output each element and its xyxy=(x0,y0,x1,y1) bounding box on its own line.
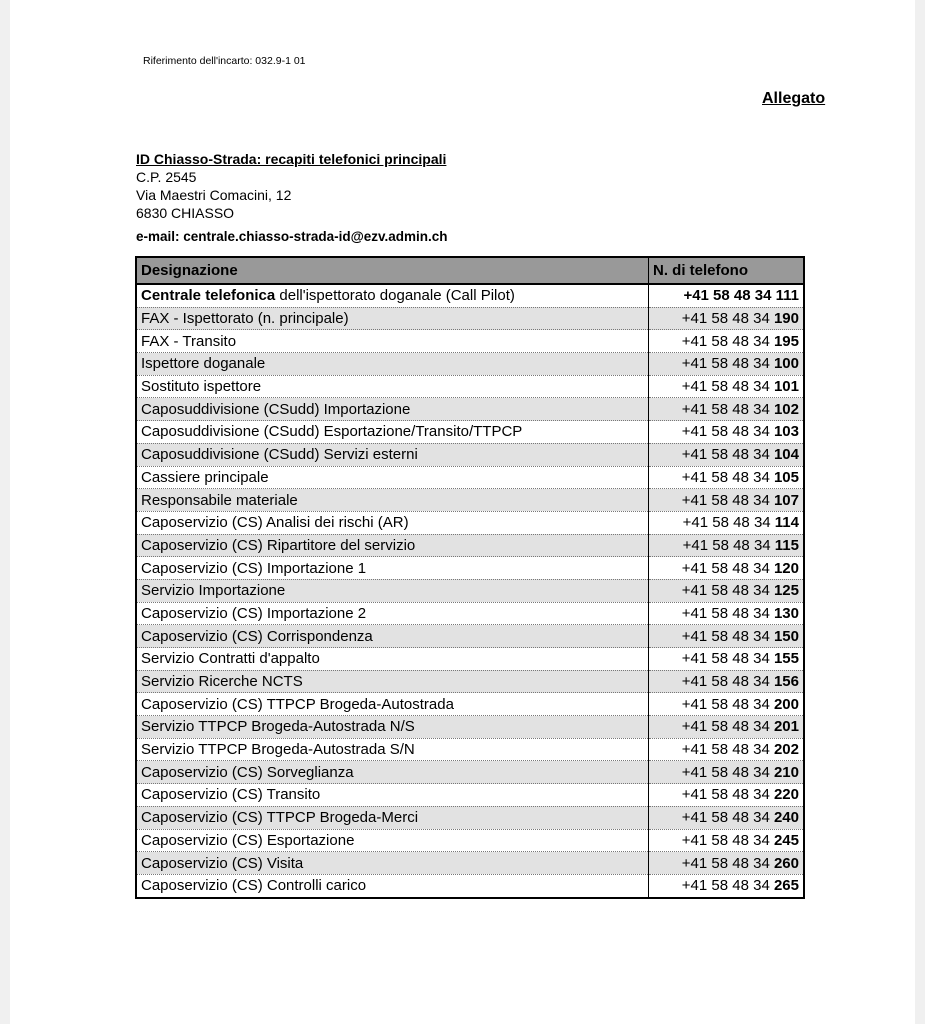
table-row xyxy=(136,466,804,489)
row-phone xyxy=(649,511,805,534)
row-designation xyxy=(136,398,649,421)
row-designation xyxy=(136,761,649,784)
row-designation-text: Caposervizio (CS) Controlli carico xyxy=(141,877,367,895)
row-designation-text: Servizio TTPCP Brogeda-Autostrada S/N xyxy=(141,741,415,759)
row-phone xyxy=(649,443,805,466)
row-designation xyxy=(136,489,649,512)
phone-extension: 115 xyxy=(774,536,799,554)
row-designation xyxy=(136,874,649,897)
row-phone xyxy=(649,806,805,829)
row-designation xyxy=(136,738,649,761)
phone-extension: 111 xyxy=(775,287,799,305)
table-row xyxy=(136,738,804,761)
row-designation-text: Caposervizio (CS) Importazione 2 xyxy=(141,604,367,622)
table-row xyxy=(136,307,804,330)
table-row xyxy=(136,330,804,353)
table-body xyxy=(136,284,804,898)
phone-prefix: +41 58 48 34 xyxy=(682,514,775,532)
table-row xyxy=(136,648,804,671)
table-row xyxy=(136,806,804,829)
phone-extension: 150 xyxy=(773,627,799,645)
phone-extension: 190 xyxy=(773,310,799,328)
phone-prefix: +41 58 48 34 xyxy=(681,332,774,350)
row-phone xyxy=(649,466,805,489)
phone-extension: 130 xyxy=(773,604,799,622)
phone-extension: 201 xyxy=(773,718,799,736)
phone-prefix: +41 58 48 34 xyxy=(681,446,774,464)
phone-extension: 120 xyxy=(773,559,799,577)
phone-extension: 114 xyxy=(774,514,799,532)
row-designation-text: Caposuddivisione (CSudd) Servizi esterni xyxy=(141,446,418,464)
row-designation xyxy=(136,716,649,739)
row-designation xyxy=(136,852,649,875)
row-phone xyxy=(649,330,805,353)
row-designation xyxy=(136,670,649,693)
table-row xyxy=(136,716,804,739)
phone-prefix: +41 58 48 34 xyxy=(681,831,774,849)
row-designation-text: Servizio Ricerche NCTS xyxy=(141,673,303,691)
row-designation-text: FAX - Ispettorato (n. principale) xyxy=(141,310,349,328)
phone-extension: 220 xyxy=(773,786,799,804)
row-designation xyxy=(136,511,649,534)
table-row xyxy=(136,602,804,625)
row-designation-lead: Centrale telefonica xyxy=(141,287,276,305)
row-phone xyxy=(649,534,805,557)
row-designation xyxy=(136,534,649,557)
row-designation xyxy=(136,806,649,829)
row-designation-text: dell'ispettorato doganale (Call Pilot) xyxy=(275,287,515,305)
table-row xyxy=(136,421,804,444)
row-designation-text: Caposervizio (CS) Importazione 1 xyxy=(141,559,367,577)
row-designation xyxy=(136,284,649,307)
row-phone xyxy=(649,761,805,784)
phone-prefix: +41 58 48 34 xyxy=(681,809,774,827)
phone-prefix: +41 58 48 34 xyxy=(681,763,774,781)
table-row xyxy=(136,761,804,784)
table-row xyxy=(136,443,804,466)
row-designation xyxy=(136,625,649,648)
table-row xyxy=(136,784,804,807)
row-designation xyxy=(136,693,649,716)
row-designation-text: Sostituto ispettore xyxy=(141,378,262,396)
phone-prefix: +41 58 48 34 xyxy=(681,378,774,396)
row-designation-text: Servizio Importazione xyxy=(141,582,286,600)
table-row xyxy=(136,557,804,580)
phone-prefix: +41 58 48 34 xyxy=(681,559,774,577)
row-designation xyxy=(136,421,649,444)
phone-prefix: +41 58 48 34 xyxy=(681,604,774,622)
row-designation-text: Cassiere principale xyxy=(141,468,269,486)
phone-prefix: +41 58 48 34 xyxy=(681,310,774,328)
row-phone xyxy=(649,625,805,648)
file-reference: Riferimento dell'incarto: 032.9-1 01 xyxy=(143,55,306,67)
row-designation-text: Caposervizio (CS) Visita xyxy=(141,854,304,872)
phone-prefix: +41 58 48 34 xyxy=(681,695,774,713)
row-designation-text: Caposervizio (CS) Analisi dei rischi (AR) xyxy=(141,514,409,532)
phone-extension: 210 xyxy=(773,763,799,781)
phone-extension: 100 xyxy=(773,355,799,373)
table-row xyxy=(136,579,804,602)
row-designation xyxy=(136,557,649,580)
phone-prefix: +41 58 48 34 xyxy=(681,423,774,441)
phone-prefix: +41 58 48 34 xyxy=(682,536,775,554)
row-designation-text: Caposervizio (CS) TTPCP Brogeda-Autostrada xyxy=(141,695,454,713)
phone-prefix: +41 58 48 34 xyxy=(681,468,774,486)
row-designation-text: Responsabile materiale xyxy=(141,491,298,509)
table-row xyxy=(136,874,804,897)
phone-extension: 155 xyxy=(773,650,799,668)
table-row xyxy=(136,284,804,307)
table-row xyxy=(136,670,804,693)
row-designation-text: Caposuddivisione (CSudd) Esportazione/Transito/TTPCP xyxy=(141,423,523,441)
row-designation-text: Caposuddivisione (CSudd) Importazione xyxy=(141,400,411,418)
table-row xyxy=(136,489,804,512)
table-row xyxy=(136,398,804,421)
table-row xyxy=(136,852,804,875)
phone-prefix: +41 58 48 34 xyxy=(681,400,774,418)
phone-extension: 107 xyxy=(773,491,799,509)
phone-prefix: +41 58 48 34 xyxy=(681,627,774,645)
row-phone xyxy=(649,284,805,307)
row-designation xyxy=(136,307,649,330)
phone-extension: 125 xyxy=(773,582,799,600)
row-designation-text: Caposervizio (CS) Esportazione xyxy=(141,831,355,849)
row-designation-text: Servizio TTPCP Brogeda-Autostrada N/S xyxy=(141,718,415,736)
table-row xyxy=(136,625,804,648)
row-phone xyxy=(649,716,805,739)
document-page xyxy=(10,0,915,1024)
phone-prefix: +41 58 48 34 xyxy=(681,355,774,373)
table-row xyxy=(136,829,804,852)
phone-extension: 260 xyxy=(773,854,799,872)
row-designation-text: Caposervizio (CS) Sorveglianza xyxy=(141,763,354,781)
row-designation xyxy=(136,648,649,671)
phone-prefix: +41 58 48 34 xyxy=(681,854,774,872)
table-row xyxy=(136,353,804,376)
street-address: Via Maestri Comacini, 12 xyxy=(136,187,292,203)
phone-extension: 200 xyxy=(773,695,799,713)
phone-prefix: +41 58 48 34 xyxy=(681,582,774,600)
phone-extension: 102 xyxy=(773,400,799,418)
row-designation xyxy=(136,466,649,489)
phone-extension: 101 xyxy=(773,378,799,396)
table-row xyxy=(136,511,804,534)
annex-heading: Allegato xyxy=(762,90,826,107)
row-designation xyxy=(136,353,649,376)
row-designation-text: Caposervizio (CS) Ripartitore del servizio xyxy=(141,536,416,554)
row-designation-text: Ispettore doganale xyxy=(141,355,266,373)
phone-prefix: +41 58 48 34 xyxy=(681,786,774,804)
row-phone xyxy=(649,398,805,421)
row-phone xyxy=(649,353,805,376)
row-designation xyxy=(136,602,649,625)
phone-extension: 195 xyxy=(773,332,799,350)
row-phone xyxy=(649,648,805,671)
phone-extension: 104 xyxy=(773,446,799,464)
row-phone xyxy=(649,421,805,444)
table-header-row xyxy=(136,257,804,284)
row-phone xyxy=(649,579,805,602)
email-line: e-mail: centrale.chiasso-strada-id@ezv.admin.ch xyxy=(136,229,448,244)
po-box: C.P. 2545 xyxy=(136,169,197,185)
row-designation xyxy=(136,829,649,852)
row-phone xyxy=(649,489,805,512)
row-phone xyxy=(649,602,805,625)
phone-extension: 245 xyxy=(773,831,799,849)
table-row xyxy=(136,534,804,557)
row-designation xyxy=(136,784,649,807)
phone-prefix: +41 58 48 34 xyxy=(683,287,772,305)
office-title: ID Chiasso-Strada: recapiti telefonici principali xyxy=(136,151,447,167)
phone-prefix: +41 58 48 34 xyxy=(681,741,774,759)
table-row xyxy=(136,693,804,716)
table-row xyxy=(136,375,804,398)
phone-prefix: +41 58 48 34 xyxy=(681,673,774,691)
phone-directory-table xyxy=(135,256,805,899)
row-phone xyxy=(649,670,805,693)
phone-extension: 105 xyxy=(773,468,799,486)
row-phone xyxy=(649,693,805,716)
office-address xyxy=(136,150,446,222)
row-phone xyxy=(649,829,805,852)
row-designation xyxy=(136,375,649,398)
phone-prefix: +41 58 48 34 xyxy=(681,650,774,668)
row-phone xyxy=(649,784,805,807)
row-designation-text: Caposervizio (CS) Corrispondenza xyxy=(141,627,373,645)
phone-extension: 240 xyxy=(773,809,799,827)
row-designation-text: Caposervizio (CS) TTPCP Brogeda-Merci xyxy=(141,809,419,827)
phone-prefix: +41 58 48 34 xyxy=(681,877,774,895)
phone-extension: 156 xyxy=(773,673,799,691)
row-phone xyxy=(649,557,805,580)
row-designation xyxy=(136,443,649,466)
row-phone xyxy=(649,375,805,398)
phone-extension: 103 xyxy=(773,423,799,441)
row-phone xyxy=(649,738,805,761)
row-phone xyxy=(649,874,805,897)
row-designation xyxy=(136,330,649,353)
phone-prefix: +41 58 48 34 xyxy=(681,718,774,736)
phone-extension: 265 xyxy=(773,877,799,895)
row-designation-text: FAX - Transito xyxy=(141,332,237,350)
row-phone xyxy=(649,307,805,330)
row-designation-text: Servizio Contratti d'appalto xyxy=(141,650,320,668)
row-designation xyxy=(136,579,649,602)
header-phone: N. di telefono xyxy=(649,257,805,284)
city: 6830 CHIASSO xyxy=(136,205,235,221)
header-designation: Designazione xyxy=(136,257,649,284)
row-designation-text: Caposervizio (CS) Transito xyxy=(141,786,321,804)
row-phone xyxy=(649,852,805,875)
phone-extension: 202 xyxy=(773,741,799,759)
phone-prefix: +41 58 48 34 xyxy=(681,491,774,509)
